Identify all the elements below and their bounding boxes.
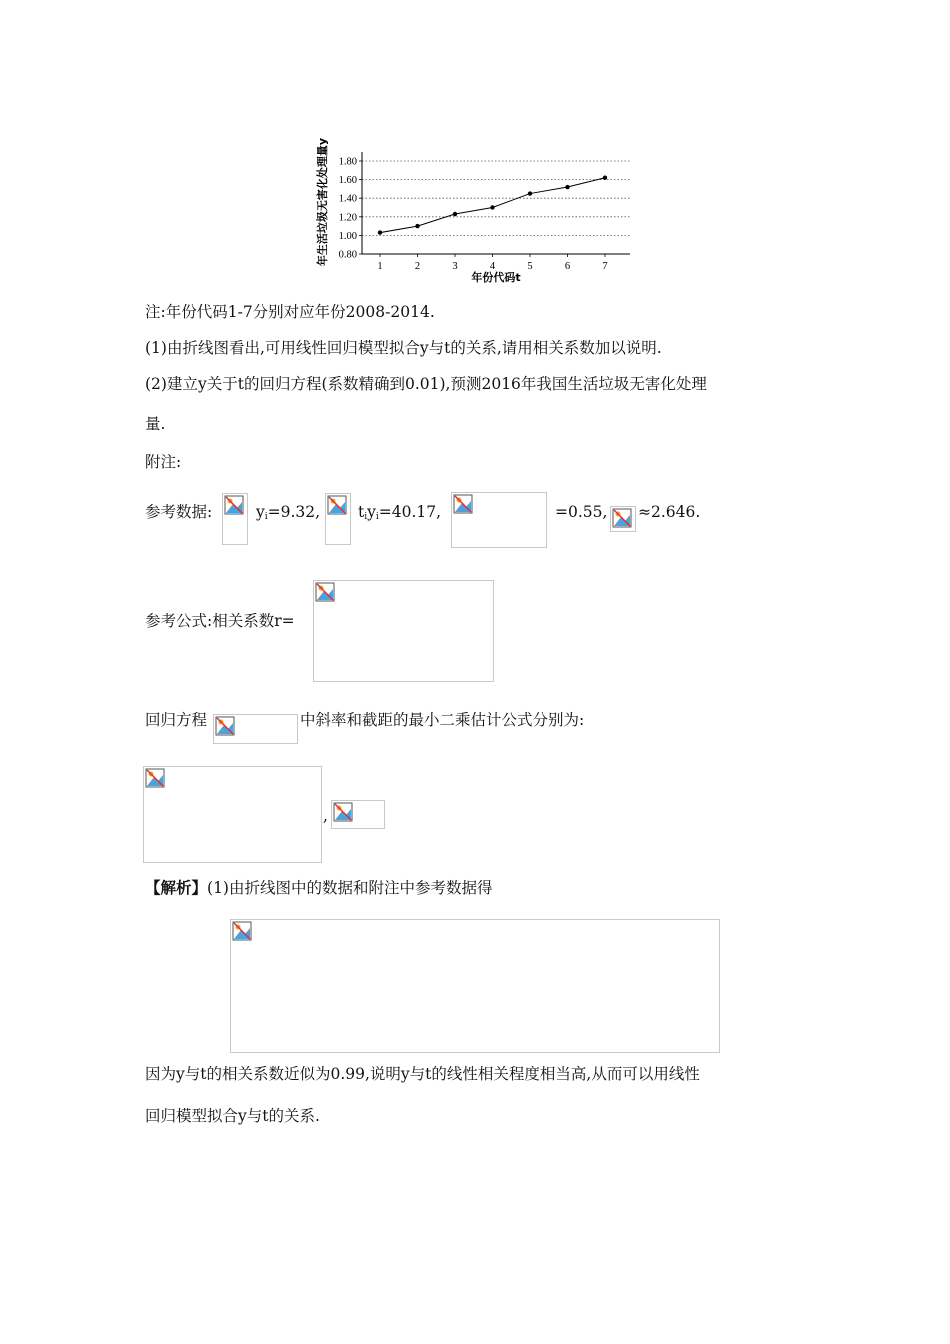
appendix-label: 附注: (145, 453, 182, 471)
conclusion-line-1: 因为y与t的相关系数近似为0.99,说明y与t的线性相关程度相当高,从而可以用线性 (145, 1065, 700, 1083)
y-tick-label: 1.60 (338, 175, 357, 187)
ref-formula-label: 参考公式:相关系数r= (145, 612, 295, 630)
broken-image-icon (331, 800, 385, 829)
broken-image-icon (143, 766, 322, 863)
regression-pre: 回归方程 (145, 711, 208, 729)
x-tick-label: 7 (602, 261, 608, 272)
ref-ty-y: y (367, 503, 376, 521)
comma: , (323, 807, 328, 825)
broken-image-icon (451, 492, 547, 548)
regression-post: 中斜率和截距的最小二乘估计公式分别为: (300, 711, 585, 729)
ref-ty-t: t (358, 503, 365, 521)
ref-approx-value: ≈2.646. (638, 503, 701, 521)
solution-tag: 【解析】 (145, 878, 208, 897)
data-point (378, 230, 382, 234)
x-tick-label: 1 (377, 261, 383, 272)
solution-text: (1)由折线图中的数据和附注中参考数据得 (207, 879, 493, 897)
x-tick-label: 3 (452, 261, 458, 272)
broken-image-icon (213, 714, 298, 744)
ref-y-sum (256, 502, 320, 527)
broken-image-icon (325, 493, 351, 545)
y-tick-label: 0.80 (338, 249, 357, 261)
ref-y-sum-sub: i (264, 512, 268, 522)
ref-y-sum-var: y (256, 503, 265, 521)
ref-ty-sub-2: i (375, 512, 379, 522)
broken-image-icon (222, 493, 248, 545)
ref-ty-value: =40.17, (378, 503, 442, 521)
ref-sqrt-value: =0.55, (555, 503, 608, 521)
broken-image-icon (313, 580, 494, 682)
broken-image-icon (610, 506, 636, 532)
y-tick-label: 1.20 (338, 212, 357, 224)
solution-line (145, 878, 492, 898)
broken-image-icon (230, 919, 720, 1053)
x-axis-label: 年份代码t (471, 271, 521, 284)
x-tick-label: 2 (414, 261, 421, 272)
data-point (603, 176, 607, 180)
data-point (490, 205, 494, 209)
x-tick-label: 4 (489, 261, 496, 272)
data-point (565, 185, 569, 189)
question-2-line-1: (2)建立y关于t的回归方程(系数精确到0.01),预测2016年我国生活垃圾无害化处理 (145, 375, 707, 393)
y-axis-label: 年生活垃圾无害化处理量y (316, 137, 329, 267)
data-point (415, 224, 419, 228)
series-line (380, 178, 605, 233)
ref-data-label: 参考数据: (145, 503, 213, 521)
ref-ty-sum (358, 502, 441, 527)
y-tick-label: 1.80 (338, 156, 357, 168)
question-1: (1)由折线图看出,可用线性回归模型拟合y与t的关系,请用相关系数加以说明. (145, 339, 662, 357)
x-tick-label: 5 (527, 261, 533, 272)
note-text: 注:年份代码1-7分别对应年份2008-2014. (145, 303, 435, 321)
data-point (453, 212, 457, 216)
line-chart (312, 124, 642, 284)
y-tick-label: 1.40 (338, 193, 357, 205)
ref-y-sum-value: =9.32, (267, 503, 321, 521)
ref-ty-sub-1: i (364, 512, 368, 522)
data-point (528, 191, 532, 195)
x-tick-label: 6 (564, 261, 571, 272)
conclusion-line-2: 回归模型拟合y与t的关系. (145, 1107, 320, 1125)
question-2-line-2: 量. (145, 415, 166, 433)
y-tick-label: 1.00 (338, 230, 357, 242)
